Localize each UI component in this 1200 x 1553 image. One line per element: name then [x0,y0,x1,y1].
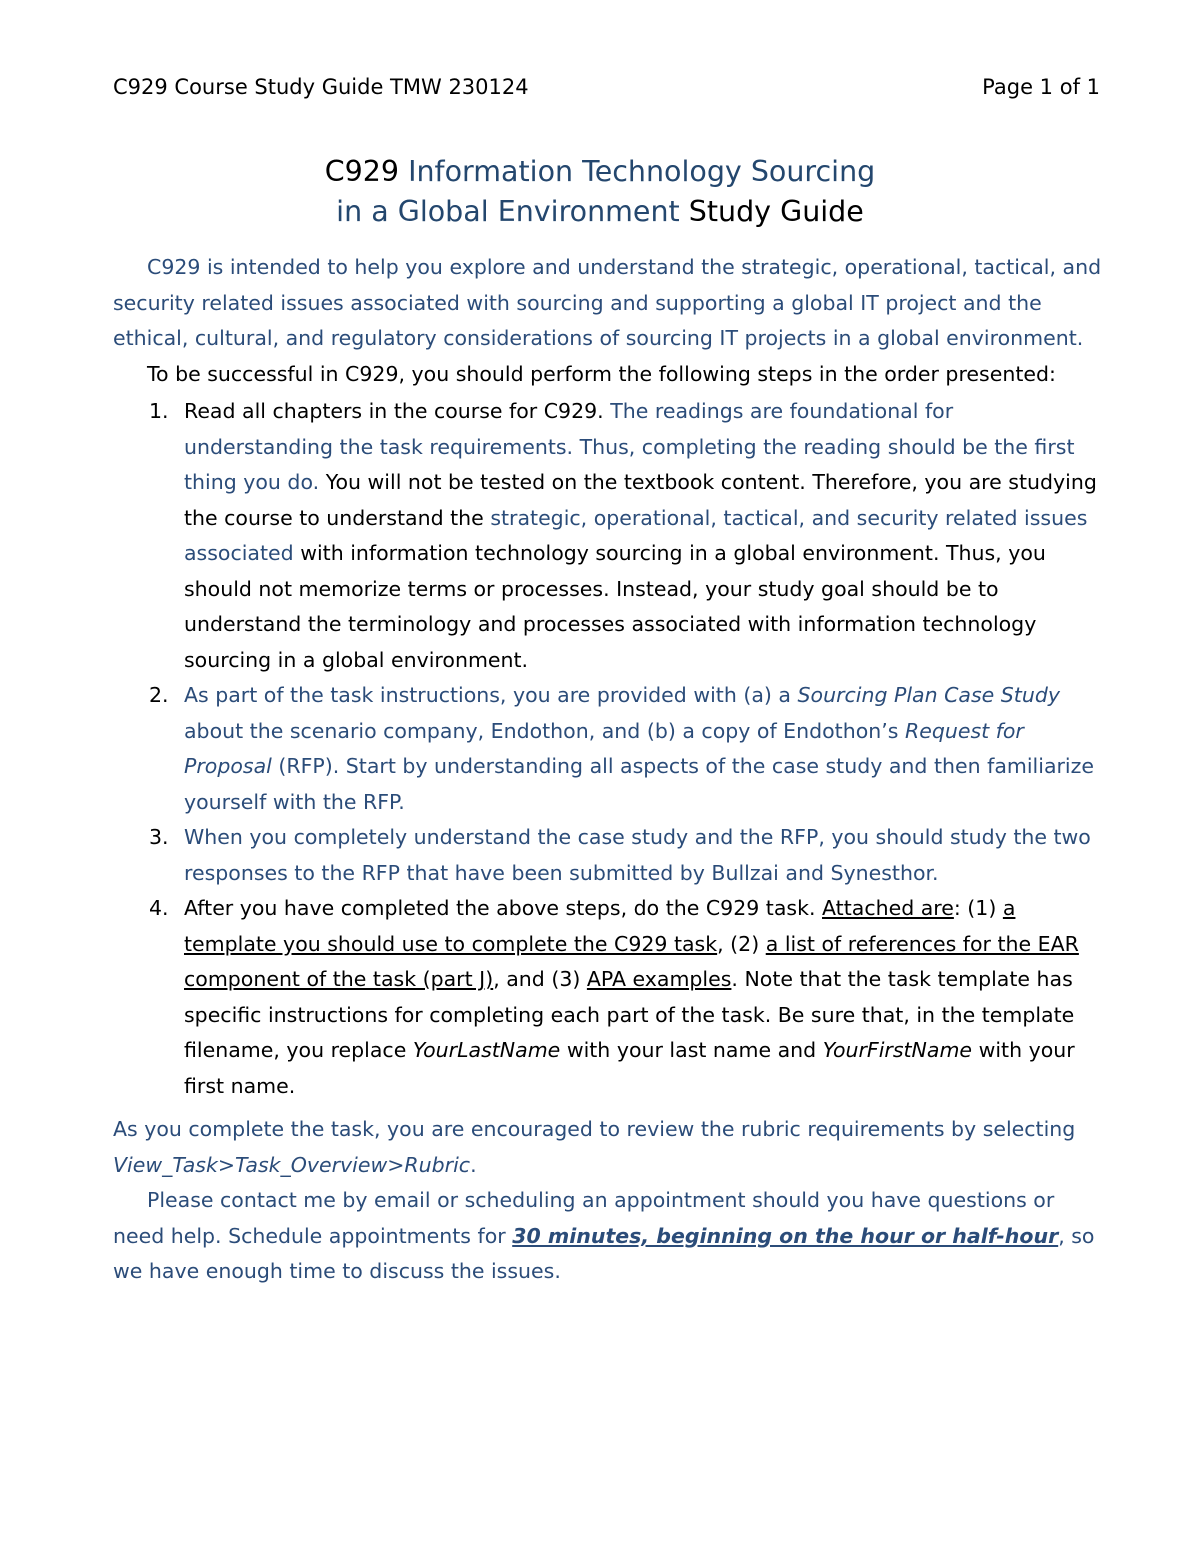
contact-text: Please contact me by email or scheduling an appointment should you have questions or need help. Schedule appointments for [113,1188,1055,1248]
title-line-2 [0,192,1200,232]
title-course-name: Information Technology Sourcing [408,155,876,188]
step-text: After you have completed the above steps, do the C929 task. [184,896,816,920]
rubric-text: As you complete the task, you are encouraged to review the rubric requirements by selecting [113,1117,1076,1141]
title-course-code: C929 [324,155,400,188]
step-text: Read all chapters in the course for C929. [184,399,604,423]
title-line-1 [0,152,1200,192]
rubric-path: View_Task>Task_Overview>Rubric [113,1152,471,1177]
filename-firstname: YourFirstName [822,1038,973,1062]
step-text: with your first name. [184,1038,1075,1098]
references-link[interactable]: a list of references for the EAR component of the task (part J) [184,931,1079,991]
list-item [113,394,1103,678]
step-text: : (1) [953,896,997,920]
rubric-paragraph [113,1112,1103,1183]
step-text: , and (3) [493,967,581,991]
case-study-title: Sourcing Plan Case Study [797,683,1060,707]
intro-paragraph: C929 is intended to help you explore and understand the strategic, operational, tactical, and security related issues associated with sourcing and supporting a global IT project and the ethical, cultural, and regulatory considerations of sourcing IT projects in a global environment. [113,255,1102,350]
list-item [113,678,1103,820]
step-text: , (2) [717,931,760,956]
template-link[interactable]: a template you should use to complete the C929 task [184,896,1016,956]
step-text: As part of the task instructions, you are provided with (a) a [184,683,791,707]
page-header [113,74,1100,100]
header-title: C929 Course Study Guide TMW 230124 [113,75,529,99]
document-body [113,250,1103,1290]
rubric-text: . [470,1152,477,1177]
list-item [113,820,1103,891]
step-text: with information technology sourcing in a global environment. Thus, you should not memorize terms or processes. Instead, your study goal should be to understand the terminology and processes associated with information technology sourcing in a global environment. [184,541,1046,672]
steps-intro: To be successful in C929, you should perform the following steps in the order presented: [147,361,1056,386]
step-text: with your last name and [566,1038,817,1062]
title-study-guide: Study Guide [688,195,864,228]
steps-list [113,394,1103,1104]
step-number: 1. [149,399,169,423]
appointment-duration: 30 minutes, beginning on the hour or half-hour [512,1223,1059,1248]
contact-text: , so we have enough time to discuss the issues. [113,1223,1095,1283]
step-number: 4. [149,896,169,920]
title-course-name-cont: in a Global Environment [336,195,680,228]
step-text: When you completely understand the case study and the RFP, you should study the two responses to the RFP that have been submitted by Bullzai and Synesthor. [184,825,1091,885]
attached-label: Attached are [822,896,954,920]
page-number: Page 1 of 1 [982,75,1100,99]
step-text: You will not be tested on the textbook content. Therefore, you are studying the course to understand the [184,470,1097,530]
contact-paragraph [113,1183,1103,1290]
step-text: (RFP). Start by understanding all aspects of the case study and then familiarize yourself with the RFP. [184,754,1095,814]
rfp-title: Request for Proposal [184,718,1024,778]
step-text: . Note that the task template has specific instructions for completing each part of the task. Be sure that, in the template filename, you replace [184,967,1075,1062]
step-text-emphasis: strategic, operational, tactical, and security related issues associated [184,505,1088,565]
filename-lastname: YourLastName [412,1038,561,1062]
step-text: about the scenario company, Endothon, and (b) a copy of Endothon’s [184,718,899,743]
step-number: 2. [149,683,169,707]
document-title [0,152,1200,232]
list-item [113,891,1103,1104]
step-text-emphasis: The readings are foundational for understanding the task requirements. Thus, completing the reading should be the first thing you do. [184,399,1075,494]
apa-examples-link[interactable]: APA examples [586,967,732,991]
step-number: 3. [149,825,169,849]
